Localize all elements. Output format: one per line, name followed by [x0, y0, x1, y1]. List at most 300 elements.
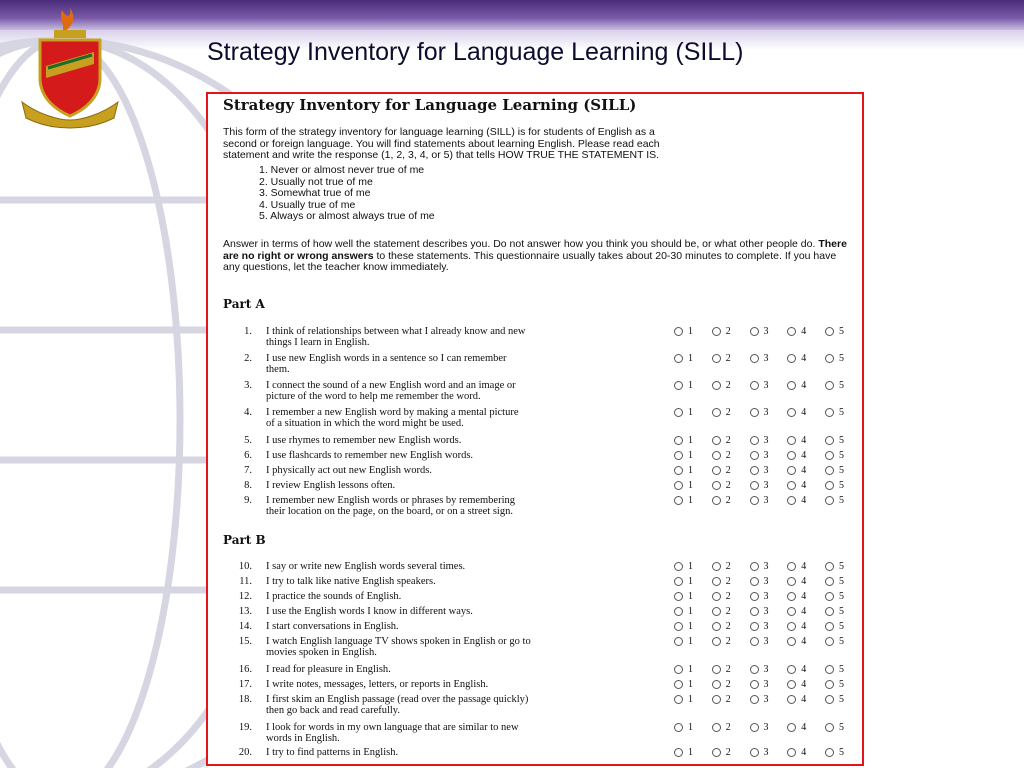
radio-bubble-icon[interactable] — [712, 637, 721, 646]
radio-bubble-icon[interactable] — [825, 577, 834, 586]
rating-options — [674, 353, 844, 364]
rating-value: 3 — [763, 407, 769, 418]
statement-text — [266, 450, 661, 461]
radio-bubble-icon[interactable] — [787, 451, 796, 460]
statement-text — [266, 636, 661, 658]
rating-option[interactable] — [750, 465, 769, 476]
radio-bubble-icon[interactable] — [825, 637, 834, 646]
rating-value: 1 — [688, 591, 693, 602]
rating-option[interactable] — [750, 591, 769, 602]
rating-option[interactable] — [712, 694, 731, 705]
rating-value: 4 — [801, 465, 807, 476]
radio-bubble-icon[interactable] — [787, 637, 796, 646]
rating-option[interactable] — [712, 450, 731, 461]
rating-option[interactable] — [787, 380, 806, 391]
radio-bubble-icon[interactable] — [712, 607, 721, 616]
rating-value: 1 — [688, 621, 693, 632]
rating-option[interactable] — [674, 450, 693, 461]
rating-option[interactable] — [712, 380, 731, 391]
rating-value: 1 — [688, 664, 693, 675]
radio-bubble-icon[interactable] — [750, 577, 759, 586]
rating-option[interactable] — [750, 326, 769, 337]
rating-option[interactable] — [787, 495, 806, 506]
rating-option[interactable] — [825, 407, 844, 418]
rating-option[interactable] — [750, 380, 769, 391]
rating-option[interactable] — [712, 722, 731, 733]
radio-bubble-icon[interactable] — [712, 577, 721, 586]
rating-option[interactable] — [712, 495, 731, 506]
rating-option[interactable] — [712, 576, 731, 587]
radio-bubble-icon[interactable] — [750, 695, 759, 704]
radio-bubble-icon[interactable] — [674, 637, 683, 646]
rating-option[interactable] — [787, 621, 806, 632]
rating-value: 1 — [688, 353, 693, 364]
statement-line: their location on the page, on the board, or on a street sign. — [266, 506, 513, 517]
radio-bubble-icon[interactable] — [750, 436, 759, 445]
rating-option[interactable] — [674, 747, 693, 758]
radio-bubble-icon[interactable] — [712, 327, 721, 336]
rating-option[interactable] — [825, 747, 844, 758]
radio-bubble-icon[interactable] — [825, 562, 834, 571]
rating-option[interactable] — [712, 561, 731, 572]
rating-options — [674, 407, 844, 418]
rating-value: 3 — [763, 380, 769, 391]
rating-option[interactable] — [787, 591, 806, 602]
radio-bubble-icon[interactable] — [787, 354, 796, 363]
rating-option[interactable] — [674, 495, 693, 506]
rating-value: 2 — [725, 636, 731, 647]
radio-bubble-icon[interactable] — [674, 665, 683, 674]
rating-value: 2 — [725, 606, 731, 617]
rating-option[interactable] — [674, 435, 693, 446]
rating-option[interactable] — [674, 606, 693, 617]
rating-option[interactable] — [750, 606, 769, 617]
answer-text: to these statements. This questionnaire usually takes about 20-30 minutes to complete. If you have any questions, let the teacher know immediately. — [223, 249, 837, 273]
rating-option[interactable] — [787, 694, 806, 705]
rating-option[interactable] — [787, 353, 806, 364]
rating-option[interactable] — [787, 679, 806, 690]
rating-option[interactable] — [787, 664, 806, 675]
radio-bubble-icon[interactable] — [712, 354, 721, 363]
rating-option[interactable] — [825, 679, 844, 690]
rating-option[interactable] — [787, 561, 806, 572]
statement-number: 4. — [244, 407, 252, 418]
statement-text — [266, 591, 661, 602]
radio-bubble-icon[interactable] — [787, 622, 796, 631]
statement-number: 12. — [238, 591, 252, 602]
rating-option[interactable] — [674, 694, 693, 705]
statement-text — [266, 495, 661, 517]
rating-option[interactable] — [674, 380, 693, 391]
rating-option[interactable] — [750, 561, 769, 572]
radio-bubble-icon[interactable] — [712, 723, 721, 732]
rating-option[interactable] — [787, 747, 806, 758]
rating-option[interactable] — [750, 576, 769, 587]
rating-option[interactable] — [712, 747, 731, 758]
radio-bubble-icon[interactable] — [787, 327, 796, 336]
radio-bubble-icon[interactable] — [787, 695, 796, 704]
rating-option[interactable] — [712, 435, 731, 446]
radio-bubble-icon[interactable] — [787, 381, 796, 390]
rating-option[interactable] — [750, 636, 769, 647]
radio-bubble-icon[interactable] — [674, 408, 683, 417]
radio-bubble-icon[interactable] — [787, 577, 796, 586]
radio-bubble-icon[interactable] — [825, 680, 834, 689]
rating-options — [674, 495, 844, 506]
rating-option[interactable] — [825, 450, 844, 461]
rating-value: 3 — [763, 353, 769, 364]
radio-bubble-icon[interactable] — [674, 748, 683, 757]
rating-value: 4 — [801, 353, 807, 364]
rating-option[interactable] — [674, 679, 693, 690]
radio-bubble-icon[interactable] — [787, 562, 796, 571]
rating-option[interactable] — [712, 480, 731, 491]
statement-row — [208, 380, 864, 404]
radio-bubble-icon[interactable] — [674, 381, 683, 390]
rating-option[interactable] — [712, 326, 731, 337]
radio-bubble-icon[interactable] — [787, 665, 796, 674]
rating-option[interactable] — [825, 353, 844, 364]
rating-option[interactable] — [825, 606, 844, 617]
rating-option[interactable] — [674, 621, 693, 632]
radio-bubble-icon[interactable] — [750, 408, 759, 417]
rating-value: 4 — [801, 621, 807, 632]
radio-bubble-icon[interactable] — [712, 680, 721, 689]
radio-bubble-icon[interactable] — [750, 381, 759, 390]
radio-bubble-icon[interactable] — [787, 748, 796, 757]
rating-option[interactable] — [787, 576, 806, 587]
rating-option[interactable] — [674, 591, 693, 602]
rating-option[interactable] — [787, 407, 806, 418]
radio-bubble-icon[interactable] — [712, 622, 721, 631]
rating-option[interactable] — [712, 407, 731, 418]
radio-bubble-icon[interactable] — [674, 466, 683, 475]
radio-bubble-icon[interactable] — [750, 327, 759, 336]
statement-number: 13. — [238, 606, 252, 617]
rating-option[interactable] — [750, 407, 769, 418]
radio-bubble-icon[interactable] — [825, 665, 834, 674]
statement-text — [266, 380, 661, 402]
rating-option[interactable] — [825, 435, 844, 446]
rating-value: 2 — [725, 465, 731, 476]
radio-bubble-icon[interactable] — [712, 466, 721, 475]
radio-bubble-icon[interactable] — [750, 665, 759, 674]
statement-line: I remember new English words or phrases by remembering — [266, 495, 516, 506]
radio-bubble-icon[interactable] — [825, 436, 834, 445]
rating-value: 4 — [801, 694, 807, 705]
statement-line: of a situation in which the word might be used. — [266, 418, 464, 429]
radio-bubble-icon[interactable] — [674, 607, 683, 616]
radio-bubble-icon[interactable] — [787, 723, 796, 732]
radio-bubble-icon[interactable] — [825, 607, 834, 616]
rating-value: 4 — [801, 435, 807, 446]
rating-option[interactable] — [787, 435, 806, 446]
rating-value: 3 — [763, 606, 769, 617]
radio-bubble-icon[interactable] — [674, 577, 683, 586]
radio-bubble-icon[interactable] — [787, 607, 796, 616]
rating-value: 3 — [763, 591, 769, 602]
rating-option[interactable] — [750, 450, 769, 461]
rating-options — [674, 380, 844, 391]
rating-value: 2 — [725, 480, 731, 491]
radio-bubble-icon[interactable] — [712, 562, 721, 571]
statement-text — [266, 435, 661, 446]
radio-bubble-icon[interactable] — [674, 622, 683, 631]
rating-value: 2 — [725, 450, 731, 461]
rating-option[interactable] — [787, 636, 806, 647]
statement-line: I first skim an English passage (read over the passage quickly) — [266, 694, 529, 705]
rating-option[interactable] — [825, 591, 844, 602]
intro-paragraph — [223, 127, 853, 162]
rating-option[interactable] — [750, 435, 769, 446]
statement-number: 15. — [238, 636, 252, 647]
radio-bubble-icon[interactable] — [825, 381, 834, 390]
radio-bubble-icon[interactable] — [712, 695, 721, 704]
rating-option[interactable] — [825, 576, 844, 587]
radio-bubble-icon[interactable] — [674, 327, 683, 336]
statement-text — [266, 664, 661, 675]
statement-number: 16. — [238, 664, 252, 675]
rating-options — [674, 326, 844, 337]
radio-bubble-icon[interactable] — [750, 622, 759, 631]
rating-value: 2 — [725, 722, 731, 733]
radio-bubble-icon[interactable] — [825, 327, 834, 336]
statement-text — [266, 326, 661, 348]
rating-value: 4 — [801, 450, 807, 461]
statement-line: words in English. — [266, 733, 340, 744]
radio-bubble-icon[interactable] — [712, 481, 721, 490]
radio-bubble-icon[interactable] — [712, 665, 721, 674]
statement-line: I write notes, messages, letters, or reports in English. — [266, 679, 489, 690]
rating-option[interactable] — [825, 326, 844, 337]
radio-bubble-icon[interactable] — [787, 496, 796, 505]
rating-option[interactable] — [825, 380, 844, 391]
rating-option[interactable] — [787, 450, 806, 461]
radio-bubble-icon[interactable] — [787, 481, 796, 490]
rating-value: 3 — [763, 694, 769, 705]
radio-bubble-icon[interactable] — [825, 408, 834, 417]
radio-bubble-icon[interactable] — [712, 451, 721, 460]
statement-line: I read for pleasure in English. — [266, 664, 391, 675]
rating-value: 4 — [801, 722, 807, 733]
radio-bubble-icon[interactable] — [787, 466, 796, 475]
radio-bubble-icon[interactable] — [787, 592, 796, 601]
rating-option[interactable] — [712, 465, 731, 476]
rating-value: 3 — [763, 576, 769, 587]
rating-option[interactable] — [787, 722, 806, 733]
rating-value: 1 — [688, 722, 693, 733]
statement-text — [266, 722, 661, 744]
rating-option[interactable] — [712, 664, 731, 675]
statement-number: 6. — [244, 450, 252, 461]
rating-value: 1 — [688, 495, 693, 506]
radio-bubble-icon[interactable] — [750, 562, 759, 571]
radio-bubble-icon[interactable] — [750, 607, 759, 616]
radio-bubble-icon[interactable] — [674, 436, 683, 445]
rating-option[interactable] — [825, 561, 844, 572]
rating-option[interactable] — [674, 326, 693, 337]
statement-text — [266, 480, 661, 491]
rating-value: 1 — [688, 747, 693, 758]
rating-value: 5 — [839, 435, 844, 446]
rating-option[interactable] — [674, 561, 693, 572]
radio-bubble-icon[interactable] — [674, 723, 683, 732]
rating-value: 3 — [763, 636, 769, 647]
radio-bubble-icon[interactable] — [825, 451, 834, 460]
rating-option[interactable] — [674, 576, 693, 587]
radio-bubble-icon[interactable] — [712, 592, 721, 601]
statement-number: 1. — [244, 326, 252, 337]
rating-option[interactable] — [712, 591, 731, 602]
rating-value: 1 — [688, 326, 693, 337]
rating-option[interactable] — [825, 694, 844, 705]
radio-bubble-icon[interactable] — [750, 496, 759, 505]
rating-option[interactable] — [712, 636, 731, 647]
rating-option[interactable] — [750, 353, 769, 364]
statement-number: 20. — [238, 747, 252, 758]
rating-value: 5 — [839, 407, 844, 418]
rating-value: 1 — [688, 450, 693, 461]
rating-option[interactable] — [825, 495, 844, 506]
radio-bubble-icon[interactable] — [825, 723, 834, 732]
rating-option[interactable] — [787, 606, 806, 617]
rating-options — [674, 636, 844, 647]
radio-bubble-icon[interactable] — [825, 592, 834, 601]
radio-bubble-icon[interactable] — [750, 637, 759, 646]
rating-value: 5 — [839, 465, 844, 476]
statement-text — [266, 465, 661, 476]
radio-bubble-icon[interactable] — [825, 748, 834, 757]
rating-option[interactable] — [750, 664, 769, 675]
radio-bubble-icon[interactable] — [674, 354, 683, 363]
radio-bubble-icon[interactable] — [712, 496, 721, 505]
statement-line: I try to find patterns in English. — [266, 747, 399, 758]
radio-bubble-icon[interactable] — [750, 723, 759, 732]
rating-value: 1 — [688, 380, 693, 391]
radio-bubble-icon[interactable] — [825, 622, 834, 631]
scale-item: 5. Always or almost always true of me — [259, 210, 435, 222]
radio-bubble-icon[interactable] — [750, 451, 759, 460]
radio-bubble-icon[interactable] — [674, 695, 683, 704]
rating-option[interactable] — [674, 722, 693, 733]
answer-text: Answer in terms of how well the statement describes you. Do not answer how you think you should be, or what other people do. — [223, 238, 816, 250]
radio-bubble-icon[interactable] — [674, 481, 683, 490]
scale-item: 4. Usually true of me — [259, 198, 356, 211]
radio-bubble-icon[interactable] — [750, 354, 759, 363]
rating-value: 4 — [801, 495, 807, 506]
rating-value: 5 — [839, 679, 844, 690]
statement-row — [208, 495, 864, 519]
radio-bubble-icon[interactable] — [750, 748, 759, 757]
rating-value: 3 — [763, 465, 769, 476]
rating-option[interactable] — [712, 621, 731, 632]
rating-option[interactable] — [750, 621, 769, 632]
rating-value: 4 — [801, 561, 807, 572]
radio-bubble-icon[interactable] — [712, 748, 721, 757]
rating-option[interactable] — [674, 664, 693, 675]
radio-bubble-icon[interactable] — [674, 680, 683, 689]
radio-bubble-icon[interactable] — [825, 481, 834, 490]
rating-option[interactable] — [750, 480, 769, 491]
statement-line: I say or write new English words several times. — [266, 561, 466, 572]
rating-value: 4 — [801, 606, 807, 617]
radio-bubble-icon[interactable] — [750, 592, 759, 601]
rating-value: 3 — [763, 722, 769, 733]
rating-option[interactable] — [825, 664, 844, 675]
radio-bubble-icon[interactable] — [750, 481, 759, 490]
rating-option[interactable] — [825, 621, 844, 632]
statement-number: 2. — [244, 353, 252, 364]
rating-options — [674, 606, 844, 617]
statement-line: I use new English words in a sentence so I can remember — [266, 353, 507, 364]
rating-option[interactable] — [750, 747, 769, 758]
rating-value: 5 — [839, 353, 844, 364]
radio-bubble-icon[interactable] — [825, 695, 834, 704]
rating-value: 4 — [801, 679, 807, 690]
rating-option[interactable] — [825, 465, 844, 476]
radio-bubble-icon[interactable] — [750, 680, 759, 689]
rating-option[interactable] — [825, 636, 844, 647]
radio-bubble-icon[interactable] — [674, 451, 683, 460]
response-scale-list — [259, 165, 435, 223]
rating-option[interactable] — [674, 480, 693, 491]
intro-line: statement and write the response (1, 2, 3, 4, or 5) that tells HOW TRUE THE STATEMENT IS. — [223, 149, 660, 161]
radio-bubble-icon[interactable] — [712, 408, 721, 417]
rating-value: 1 — [688, 636, 693, 647]
rating-option[interactable] — [712, 606, 731, 617]
radio-bubble-icon[interactable] — [787, 408, 796, 417]
rating-option[interactable] — [674, 353, 693, 364]
rating-options — [674, 722, 844, 733]
rating-value: 1 — [688, 561, 693, 572]
radio-bubble-icon[interactable] — [787, 436, 796, 445]
statement-line: I use rhymes to remember new English words. — [266, 435, 462, 446]
radio-bubble-icon[interactable] — [825, 354, 834, 363]
rating-option[interactable] — [787, 326, 806, 337]
rating-option[interactable] — [674, 636, 693, 647]
radio-bubble-icon[interactable] — [674, 562, 683, 571]
rating-value: 2 — [725, 561, 731, 572]
radio-bubble-icon[interactable] — [825, 496, 834, 505]
rating-option[interactable] — [750, 679, 769, 690]
rating-option[interactable] — [750, 694, 769, 705]
sill-form-document — [206, 92, 864, 766]
radio-bubble-icon[interactable] — [825, 466, 834, 475]
rating-option[interactable] — [674, 407, 693, 418]
statement-number: 9. — [244, 495, 252, 506]
rating-value: 3 — [763, 450, 769, 461]
rating-option[interactable] — [712, 353, 731, 364]
rating-value: 5 — [839, 480, 844, 491]
radio-bubble-icon[interactable] — [712, 436, 721, 445]
rating-option[interactable] — [825, 480, 844, 491]
rating-option[interactable] — [712, 679, 731, 690]
rating-option[interactable] — [825, 722, 844, 733]
radio-bubble-icon[interactable] — [750, 466, 759, 475]
rating-option[interactable] — [750, 495, 769, 506]
part-heading: Part B — [223, 533, 266, 547]
radio-bubble-icon[interactable] — [712, 381, 721, 390]
radio-bubble-icon[interactable] — [787, 680, 796, 689]
rating-option[interactable] — [787, 480, 806, 491]
rating-option[interactable] — [750, 722, 769, 733]
rating-value: 3 — [763, 495, 769, 506]
statement-text — [266, 694, 661, 716]
radio-bubble-icon[interactable] — [674, 496, 683, 505]
radio-bubble-icon[interactable] — [674, 592, 683, 601]
rating-option[interactable] — [674, 465, 693, 476]
rating-option[interactable] — [787, 465, 806, 476]
